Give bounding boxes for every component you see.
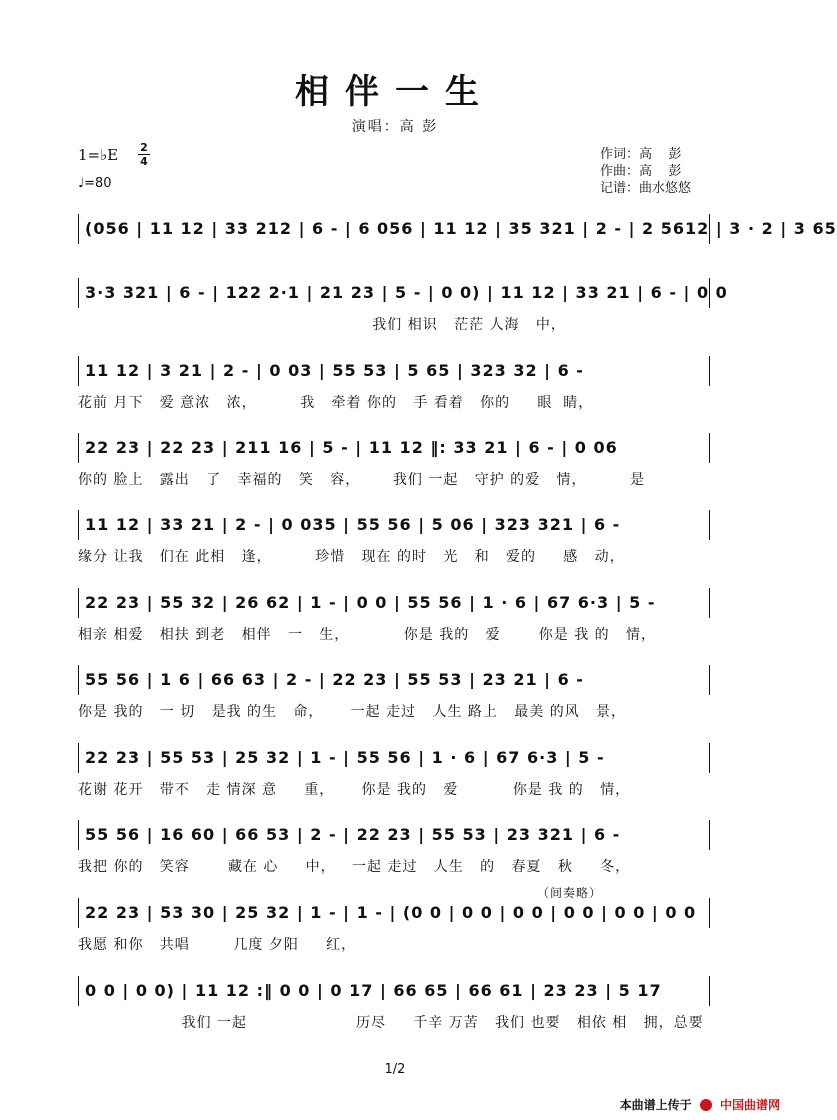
time-signature — [138, 142, 150, 167]
notation-line: 0 0 | 0 0) | 11 12 :‖ 0 0 | 0 17 | 66 65 | 66 61 | 23 23 | 5 17 — [85, 981, 662, 1000]
lyrics-line: 你的 脸上 露出 了 幸福的 笑 容， 我们 一起 守护 的爱 情， 是 — [78, 472, 646, 488]
notation-line: 11 12 | 3 21 | 2 - | 0 03 | 55 53 | 5 65 | 323 32 | 6 - — [85, 361, 584, 380]
lyrics-line — [78, 246, 710, 264]
score-system — [78, 588, 710, 618]
meter-top: 2 — [140, 141, 148, 154]
lyrics-line: 相亲 相爱 相扶 到老 相伴 一 生， 你是 我的 爱 你是 我 的 情， — [78, 627, 657, 643]
lyrics-line: 我们 一起 历尽 千辛 万苦 我们 也要 相依 相 拥，总要 — [78, 1015, 704, 1031]
score-system — [78, 278, 728, 308]
lyrics-line: 花谢 花开 带不 走 情深 意 重， 你是 我的 爱 你是 我 的 情， — [78, 782, 631, 798]
lyrics-line: 我们 相识 茫茫 人海 中， — [78, 317, 566, 333]
footer-text: 本曲谱上传于 — [619, 1098, 692, 1112]
score-system — [78, 356, 710, 386]
footer-credit — [620, 1096, 780, 1113]
song-title: 相伴一生 — [295, 72, 495, 112]
site-logo-icon — [700, 1099, 712, 1111]
lyrics-line: 你是 我的 一 切 是我 的生 命， 一起 走过 人生 路上 最美 的风 景， — [78, 704, 627, 720]
transcriber: 记谱：曲水悠悠 — [600, 181, 692, 196]
notation-line: 11 12 | 33 21 | 2 - | 0 035 | 55 56 | 5 06 | 323 321 | 6 - — [85, 515, 621, 534]
singer-line: 演唱：高 彭 — [351, 119, 439, 135]
key-signature: 1=♭E — [78, 146, 119, 164]
meter-bottom: 4 — [140, 155, 148, 168]
interlude-note: （间奏略） — [537, 886, 603, 900]
composer: 作曲：高 彭 — [600, 164, 682, 179]
notation-line: 55 56 | 16 60 | 66 53 | 2 - | 22 23 | 55 53 | 23 321 | 6 - — [85, 825, 621, 844]
notation-line: 22 23 | 22 23 | 211 16 | 5 - | 11 12 ‖: 33 21 | 6 - | 0 06 — [85, 438, 618, 457]
tempo-marking: ♩=80 — [78, 176, 112, 191]
score-system — [78, 510, 710, 540]
score-system — [78, 214, 837, 244]
notation-line: 22 23 | 55 53 | 25 32 | 1 - | 55 56 | 1 · 6 | 67 6·3 | 5 - — [85, 748, 605, 767]
score-system — [78, 665, 710, 695]
score-system — [78, 898, 710, 928]
notation-line: 55 56 | 1 6 | 66 63 | 2 - | 22 23 | 55 53 | 23 21 | 6 - — [85, 670, 584, 689]
page-number: 1/2 — [384, 1062, 406, 1077]
lyrics-line: 我把 你的 笑容 藏在 心 中， 一起 走过 人生 的 春夏 秋 冬， — [78, 859, 631, 875]
score-system — [78, 433, 710, 463]
score-system — [78, 820, 710, 850]
lyricist: 作词：高 彭 — [600, 147, 682, 162]
notation-line: (056 | 11 12 | 33 212 | 6 - | 6 056 | 11 12 | 35 321 | 2 - | 2 5612 | 3 · 2 | 3 65 — [85, 219, 837, 238]
lyrics-line: 花前 月下 爱 意浓 浓， 我 牵着 你的 手 看着 你的 眼 睛， — [78, 395, 594, 411]
notation-line: 22 23 | 55 32 | 26 62 | 1 - | 0 0 | 55 56 | 1 · 6 | 67 6·3 | 5 - — [85, 593, 656, 612]
lyrics-line: 我愿 和你 共唱 几度 夕阳 红， — [78, 937, 357, 953]
score-system — [78, 743, 710, 773]
notation-line: 3·3 321 | 6 - | 122 2·1 | 21 23 | 5 - | 0 0) | 11 12 | 33 21 | 6 - | 0 0 — [85, 283, 728, 302]
footer-site-link[interactable]: 中国曲谱网 — [719, 1098, 780, 1112]
score-system — [78, 976, 710, 1006]
lyrics-line: 缘分 让我 们在 此相 逢， 珍惜 现在 的时 光 和 爱的 感 动， — [78, 549, 625, 565]
credits — [600, 146, 691, 197]
notation-line: 22 23 | 53 30 | 25 32 | 1 - | 1 - | (0 0 | 0 0 | 0 0 | 0 0 | 0 0 | 0 0 — [85, 903, 697, 922]
